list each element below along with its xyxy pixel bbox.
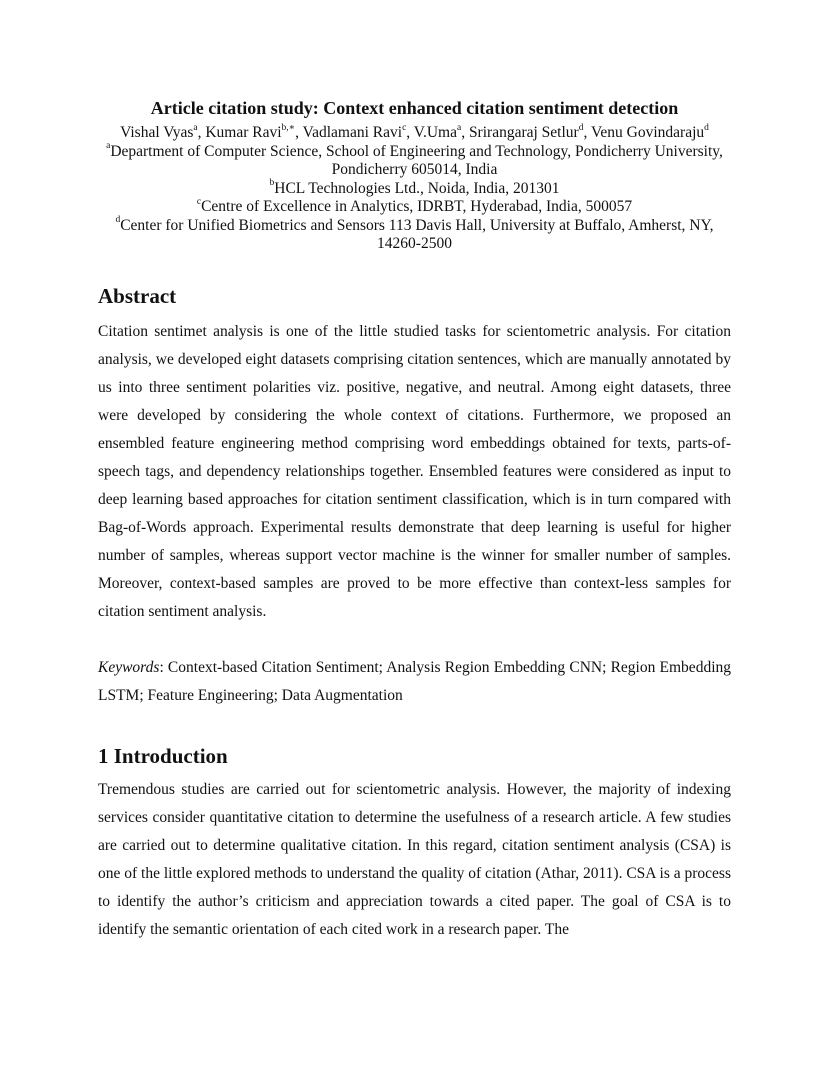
author-name: Venu Govindaraju <box>590 124 705 141</box>
paper-title: Article citation study: Context enhanced citation sentiment detection <box>150 98 679 118</box>
author-name: Srirangaraj Setlur <box>468 124 579 141</box>
affiliation-text: Centre of Excellence in Analytics, IDRBT, Hyderabad, India, 500057 <box>201 198 633 215</box>
affiliation <box>98 180 731 199</box>
affiliation-sup: b <box>269 178 275 189</box>
author-sup: a <box>193 122 198 133</box>
paper-page <box>98 96 731 944</box>
affiliation-text: HCL Technologies Ltd., Noida, India, 201301 <box>274 179 560 197</box>
author-name: Vishal Vyas <box>120 124 194 141</box>
affiliation <box>98 143 731 180</box>
author-list: Vishal Vyas$^a$, Kumar Ravi$^{b,∗}$, Vadlamani Ravi$^c$, V.Uma$^a$, Srirangaraj Setlur$^d$, Venu Govindaraju$^d$ <box>120 122 709 141</box>
introduction-heading: 1 Introduction <box>98 743 228 768</box>
abstract-body: Citation sentimet analysis is one of the little studied tasks for scientometric analysis. For citation analysis, we developed eight datasets comprising citation sentences, which are manually annotated by us into three sentiment polarities viz. positive, negative, and neutral. Among eight datasets, three were developed by considering the whole context of citations. Furthermore, we proposed an ensembled feature engineering method comprising word embeddings obtained for texts, parts-of-speech tags, and dependency relationships together. Ensembled features were considered as input to deep learning based approaches for citation sentiment classification, which is in turn compared with Bag-of-Words approach. Experimental results demonstrate that deep learning is useful for higher number of samples, whereas support vector machine is the winner for smaller number of samples. Moreover, context-based samples are proved to be more effective than context-less samples for citation sentiment analysis. <box>98 322 731 620</box>
author-sup: c <box>402 122 407 133</box>
introduction-body: Tremendous studies are carried out for scientometric analysis. However, the majority of indexing services consider quantitative citation to determine the usefulness of a research article. A few studies are carried out to determine qualitative citation. In this regard, citation sentiment analysis (CSA) is one of the little explored methods to understand the quality of citation (Athar, 2011). CSA is a process to identify the author’s criticism and appreciation towards a cited paper. The goal of CSA is to identify the semantic orientation of each cited work in a research paper. The <box>98 780 731 938</box>
affiliation-sup: c <box>196 196 202 207</box>
author-block <box>98 124 731 254</box>
keywords-label: Keywords <box>98 658 160 676</box>
author-sup: a <box>456 122 462 133</box>
author-sup: d <box>578 122 584 133</box>
author-name: V.Uma <box>413 124 457 141</box>
affiliation-sup: a <box>106 141 111 152</box>
affiliation <box>98 198 731 217</box>
author-sup: b,∗ <box>281 122 296 133</box>
affiliation <box>98 217 731 254</box>
abstract-heading: Abstract <box>98 283 177 308</box>
keywords <box>98 654 731 710</box>
keywords-text: : Context-based Citation Sentiment; Analysis Region Embedding CNN; Region Embedding LSTM; Feature Engineering; Data Augmentation <box>98 658 731 704</box>
affiliation-sup: d <box>115 215 121 226</box>
author-name: Vadlamani Ravi <box>302 124 403 141</box>
affiliation-text: Department of Computer Science, School of Engineering and Technology, Pondicherry University, Pondicherry 605014, India <box>110 142 723 178</box>
affiliation-text: Center for Unified Biometrics and Sensors 113 Davis Hall, University at Buffalo, Amherst, NY, 14260-2500 <box>120 216 714 252</box>
author-name: Kumar Ravi <box>205 124 282 141</box>
author-sup: d <box>704 122 709 133</box>
